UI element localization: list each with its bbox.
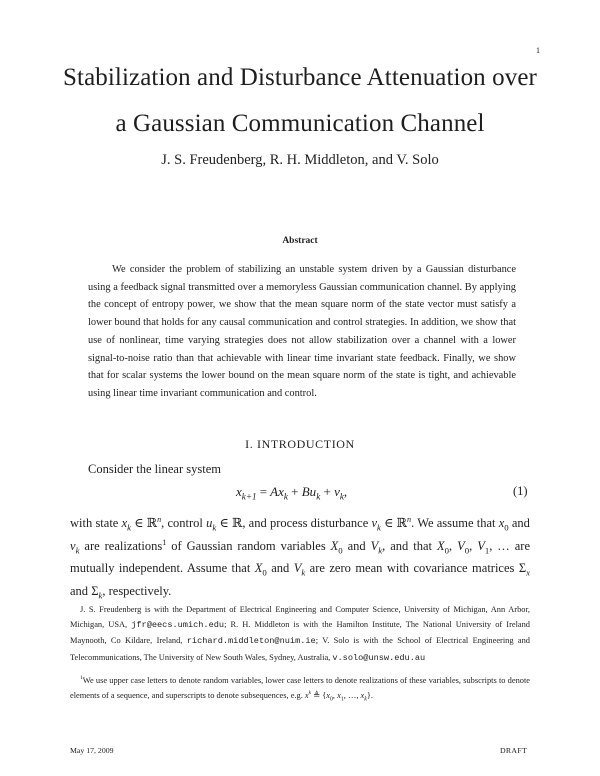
footer-status: DRAFT [500,746,528,755]
abstract-heading: Abstract [282,236,318,246]
intro-paragraph: with state $x_k$ ∈ ℝ$^n$, control $u_k$ ∈ ℝ, and process disturbance $v_k$ ∈ ℝ$^n$. We assume that $x_0$ and $v_k$ are realizations$^1$ of Gaussian random variables $X_0$ and $V_k$, and that $X_0$, $V_0$, $V_1$, … are mutually independent. Assume that $X_0$ and $V_k$ are zero mean with covariance matrices $\Sigma_x$ and $\Sigma_k$, respectively. [70,514,531,601]
paper-title-line-1: Stabilization and Disturbance Attenuation over [63,64,537,91]
abstract-body [88,261,516,403]
abstract-text: We consider the problem of stabilizing an unstable system driven by a Gaussian disturbance using a feedback signal transmitted over a memoryless Gaussian communication channel. By applying the concept of entropy power, we show that the mean square norm of the state vector must satisfy a lower bound that holds for any causal communication and control strategies. In addition, we show that use of nonlinear, time varying strategies does not allow stabilization over a channel with a lower signal-to-noise ratio than that achievable with linear time invariant state feedback. Finally, we show that for scalar systems the lower bound on the mean square norm of the state is tight, and achievable using linear time invariant communication and control. [88,264,516,399]
paper-title-line-2: a Gaussian Communication Channel [115,110,485,137]
authors: J. S. Freudenberg, R. H. Middleton, and V. Solo [161,152,439,168]
affiliation-footnote: J. S. Freudenberg is with the Department of Electrical Engineering and Computer Science, University of Michigan, Ann Arbor, Michigan, USA, jfr@eecs.umich.edu; R. H. Middleton is with the Hamilton Institute, The National University of Ireland Maynooth, Co Kildare, Ireland, richard.middleton@nuim.ie; V. Solo is with the School of Electrical Engineering and Telecommunications, The University of New South Wales, Sydney, Australia, v.solo@unsw.edu.au [70,605,530,663]
intro-sentence: Consider the linear system [88,462,221,476]
footnote-mark: 1 [162,537,167,547]
email-middleton: richard.middleton@nuim.ie [186,636,316,647]
footer-date: May 17, 2009 [70,746,114,755]
email-freudenberg: jfr@eecs.umich.edu [131,620,225,631]
page-number: 1 [536,46,540,55]
equation-1: $x_{k+1} = Ax_k + Bu_k + v_k$, [236,484,348,502]
footnotes [70,602,530,703]
equation-number: (1) [513,484,528,498]
notation-footnote: $^1$We use upper case letters to denote random variables, lower case letters to denote realizations of these variables, subscripts to denote elements of a sequence, and superscripts to denote subsequences, e.g. $x^k$ ≜ {$x_0$, $x_1$, …, $x_k$}. [70,675,530,703]
section-heading: I. INTRODUCTION [245,437,355,451]
email-solo: v.solo@unsw.edu.au [332,652,426,663]
